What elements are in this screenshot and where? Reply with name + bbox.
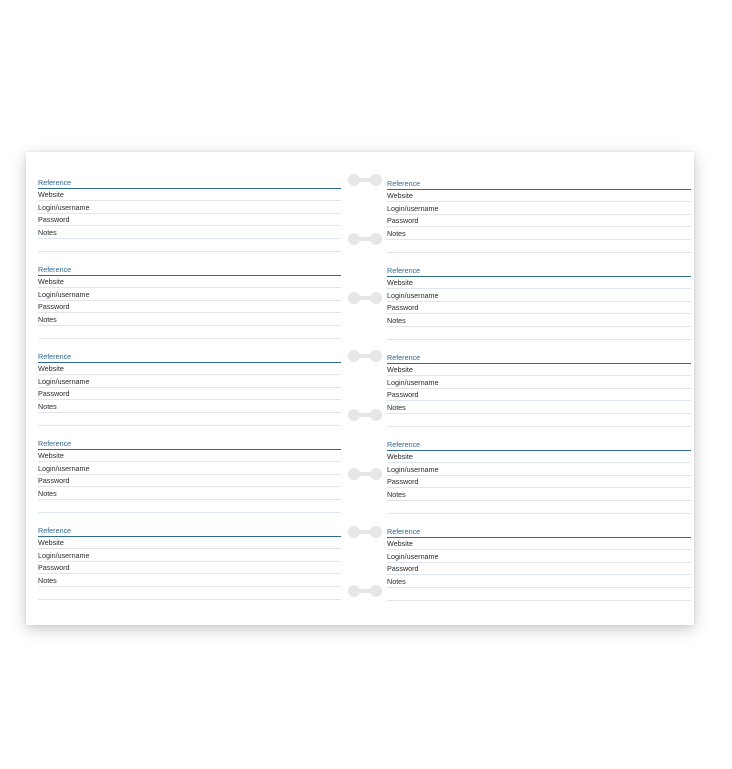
password-label: Password <box>38 563 70 573</box>
blank-row <box>38 239 341 252</box>
password-label: Password <box>38 389 70 399</box>
password-row <box>38 562 341 575</box>
password-row <box>38 475 341 488</box>
reference-label: Reference <box>38 525 72 535</box>
password-entry <box>38 524 341 599</box>
notes-row <box>387 227 691 240</box>
reference-label: Reference <box>387 265 421 275</box>
blank-row <box>38 587 341 600</box>
password-row <box>387 563 691 576</box>
left-page <box>26 152 366 625</box>
binder-ring-hole <box>348 526 382 538</box>
password-row <box>38 214 341 227</box>
website-label: Website <box>38 190 64 200</box>
notes-label: Notes <box>387 228 406 238</box>
password-label: Password <box>38 302 70 312</box>
password-label: Password <box>387 477 419 487</box>
binder-ring-hole <box>348 292 382 304</box>
website-row <box>38 189 341 202</box>
login-label: Login/username <box>38 550 90 560</box>
website-label: Website <box>38 364 64 374</box>
binder-ring-hole <box>348 174 382 186</box>
login-label: Login/username <box>387 377 439 387</box>
login-row <box>38 549 341 562</box>
notes-label: Notes <box>38 488 57 498</box>
reference-label: Reference <box>38 264 72 274</box>
login-row <box>387 289 691 302</box>
website-label: Website <box>38 277 64 287</box>
reference-row <box>387 351 691 364</box>
login-label: Login/username <box>38 289 90 299</box>
reference-label: Reference <box>387 439 421 449</box>
notes-row <box>387 488 691 501</box>
login-label: Login/username <box>38 463 90 473</box>
reference-label: Reference <box>38 438 72 448</box>
binder-ring-hole <box>348 585 382 597</box>
blank-row <box>387 501 691 514</box>
website-row <box>38 276 341 289</box>
notes-row <box>38 313 341 326</box>
reference-row <box>387 177 691 190</box>
notes-label: Notes <box>387 315 406 325</box>
reference-label: Reference <box>387 352 421 362</box>
blank-row <box>387 588 691 601</box>
notes-row <box>387 401 691 414</box>
reference-row <box>38 263 341 276</box>
password-row <box>387 476 691 489</box>
website-label: Website <box>387 365 413 375</box>
blank-row <box>387 327 691 340</box>
password-entry <box>38 350 341 425</box>
login-label: Login/username <box>387 551 439 561</box>
blank-row <box>38 326 341 339</box>
password-entry <box>38 263 341 338</box>
website-row <box>387 451 691 464</box>
password-entry <box>38 437 341 512</box>
password-row <box>38 388 341 401</box>
notes-row <box>38 400 341 413</box>
website-row <box>387 364 691 377</box>
notes-label: Notes <box>387 489 406 499</box>
notes-label: Notes <box>38 401 57 411</box>
password-label: Password <box>38 215 70 225</box>
login-row <box>387 202 691 215</box>
password-entry <box>38 176 341 251</box>
reference-label: Reference <box>38 351 72 361</box>
website-label: Website <box>387 452 413 462</box>
binder-ring-hole <box>348 350 382 362</box>
reference-label: Reference <box>38 177 72 187</box>
login-label: Login/username <box>387 203 439 213</box>
password-row <box>387 215 691 228</box>
website-row <box>387 538 691 551</box>
login-label: Login/username <box>387 464 439 474</box>
notes-row <box>387 575 691 588</box>
login-label: Login/username <box>38 376 90 386</box>
blank-row <box>387 414 691 427</box>
login-row <box>38 375 341 388</box>
reference-row <box>38 176 341 189</box>
password-row <box>387 302 691 315</box>
login-row <box>38 462 341 475</box>
password-label: Password <box>387 216 419 226</box>
password-entry <box>387 351 691 426</box>
right-page <box>366 152 694 625</box>
website-label: Website <box>387 191 413 201</box>
login-row <box>387 550 691 563</box>
website-label: Website <box>38 538 64 548</box>
website-row <box>38 537 341 550</box>
login-label: Login/username <box>387 290 439 300</box>
reference-label: Reference <box>387 178 421 188</box>
login-row <box>387 463 691 476</box>
reference-row <box>387 525 691 538</box>
password-entry <box>387 177 691 252</box>
binder-ring-hole <box>348 468 382 480</box>
blank-row <box>387 240 691 253</box>
password-label: Password <box>387 564 419 574</box>
password-label: Password <box>387 390 419 400</box>
login-row <box>38 201 341 214</box>
website-label: Website <box>38 451 64 461</box>
organiser-spread <box>26 152 694 625</box>
notes-label: Notes <box>38 575 57 585</box>
password-entry <box>387 264 691 339</box>
login-label: Login/username <box>38 202 90 212</box>
binder-ring-hole <box>348 233 382 245</box>
reference-row <box>38 350 341 363</box>
reference-row <box>387 438 691 451</box>
password-entry <box>387 525 691 600</box>
binder-ring-hole <box>348 409 382 421</box>
blank-row <box>38 413 341 426</box>
login-row <box>38 288 341 301</box>
website-row <box>387 277 691 290</box>
password-row <box>387 389 691 402</box>
notes-row <box>387 314 691 327</box>
blank-row <box>38 500 341 513</box>
password-entry <box>387 438 691 513</box>
reference-row <box>387 264 691 277</box>
reference-row <box>38 524 341 537</box>
notes-label: Notes <box>38 227 57 237</box>
reference-label: Reference <box>387 526 421 536</box>
notes-label: Notes <box>38 314 57 324</box>
website-label: Website <box>387 278 413 288</box>
website-label: Website <box>387 539 413 549</box>
notes-row <box>38 574 341 587</box>
reference-row <box>38 437 341 450</box>
website-row <box>387 190 691 203</box>
password-label: Password <box>38 476 70 486</box>
password-label: Password <box>387 303 419 313</box>
notes-label: Notes <box>387 576 406 586</box>
notes-row <box>38 226 341 239</box>
password-row <box>38 301 341 314</box>
website-row <box>38 363 341 376</box>
notes-label: Notes <box>387 402 406 412</box>
login-row <box>387 376 691 389</box>
website-row <box>38 450 341 463</box>
notes-row <box>38 487 341 500</box>
